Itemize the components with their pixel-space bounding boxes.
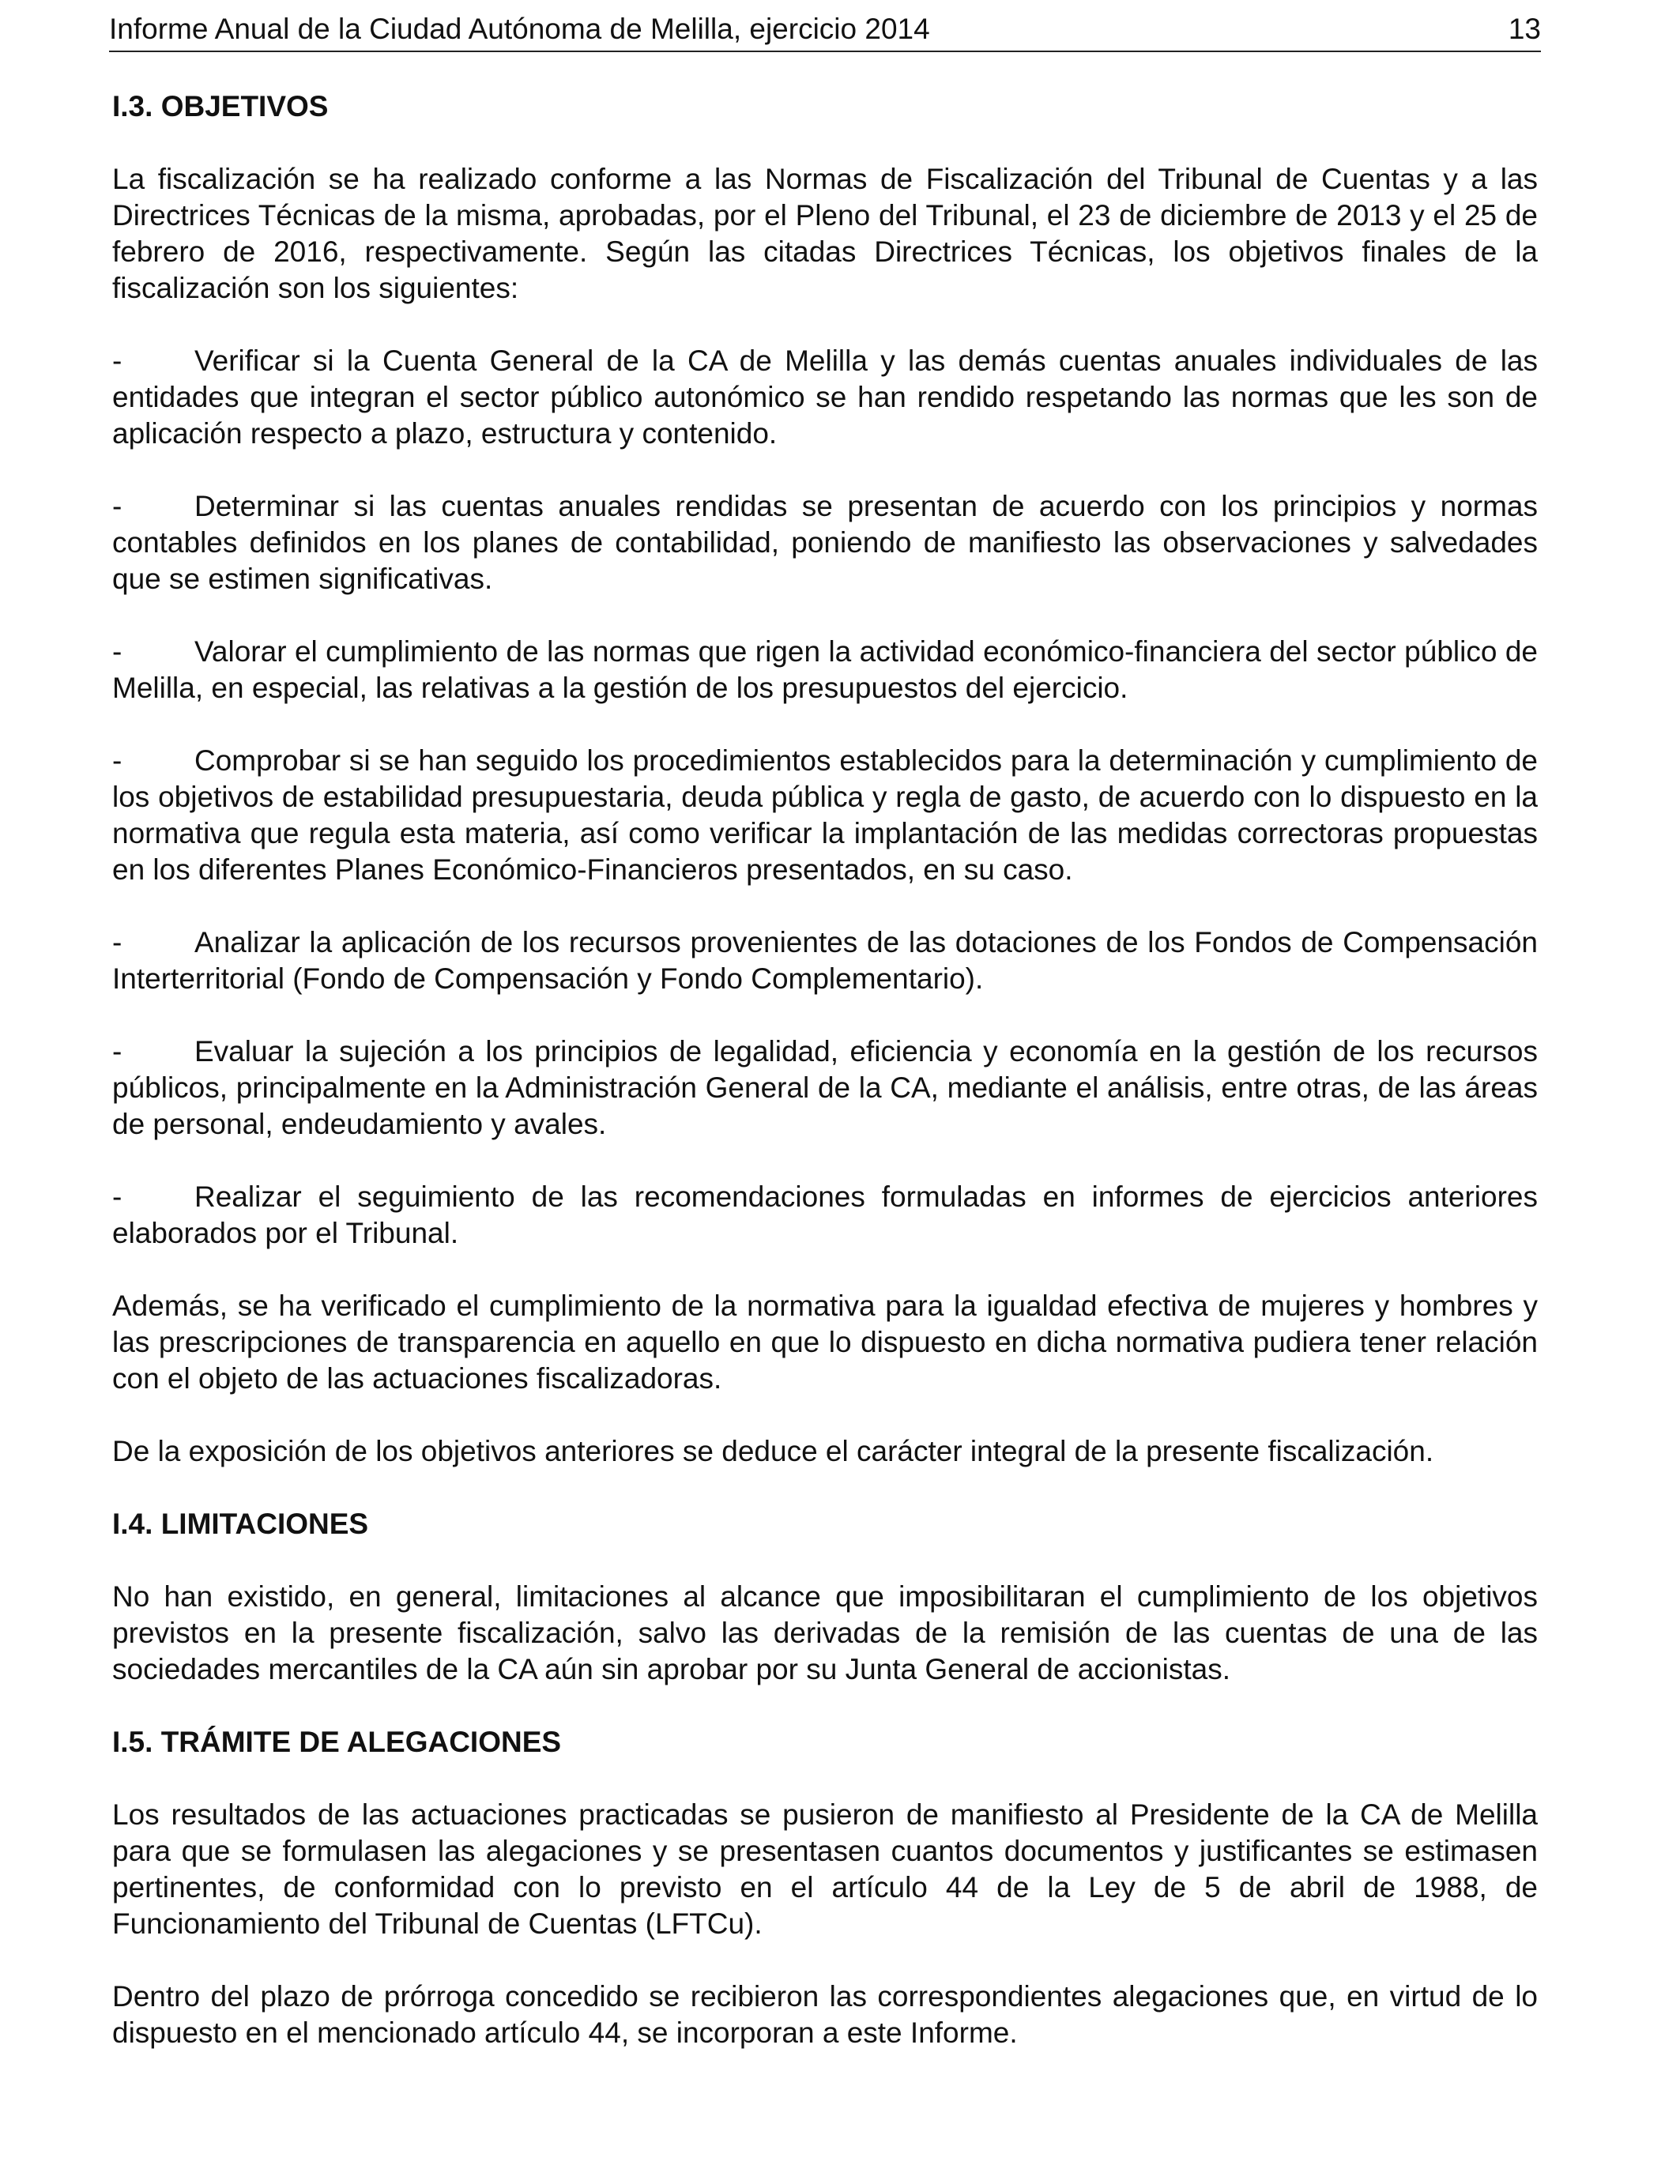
heading-objetivos: I.3. OBJETIVOS — [112, 90, 329, 122]
bullet-dash: - — [112, 926, 122, 958]
paragraph-alegaciones-2: Dentro del plazo de prórroga concedido se recibieron las correspondientes alegaciones que, en virtud de lo dispuesto en el mencionado artículo 44, se incorporan a este Informe. — [112, 1980, 1538, 2049]
heading-limitaciones: I.4. LIMITACIONES — [112, 1508, 369, 1540]
paragraph-alegaciones-1: Los resultados de las actuaciones practicadas se pusieron de manifiesto al Presidente de la CA de Melilla para que se formulasen las alegaciones y se presentasen cuantos documentos y justificantes se estimasen pertinentes, de conformidad con lo previsto en el artículo 44 de la Ley de 5 de abril de 1988, de Funcionamiento del Tribunal de Cuentas (LFTCu). — [112, 1798, 1538, 1940]
bullet-dash: - — [112, 635, 122, 668]
bullet-dash: - — [112, 1035, 122, 1068]
bullet-dash: - — [112, 490, 122, 522]
bullet-dash: - — [112, 345, 122, 377]
objetivo-bullet-4: - Comprobar si se han seguido los procedimientos establecidos para la determinación y cumplimiento de los objetivos de estabilidad presupuestaria, deuda pública y regla de gasto, de acuerdo con lo dispuesto en la normativa que regula esta materia, así como verificar la implantación de las medidas correctoras propuestas en los diferentes Planes Económico-Financieros presentados, en su caso. — [112, 744, 1538, 886]
objetivo-bullet-1: - Verificar si la Cuenta General de la CA de Melilla y las demás cuentas anuales individuales de las entidades que integran el sector público autonómico se han rendido respetando las normas que les son de aplicación respecto a plazo, estructura y contenido. — [112, 345, 1538, 450]
objetivo-bullet-5: - Analizar la aplicación de los recursos provenientes de las dotaciones de los Fondos de Compensación Interterritorial (Fondo de Compensación y Fondo Complementario). — [112, 926, 1538, 995]
paragraph-ademas: Además, se ha verificado el cumplimiento de la normativa para la igualdad efectiva de mujeres y hombres y las prescripciones de transparencia en aquello en que lo dispuesto en dicha normativa pudiera tener relación con el objeto de las actuaciones fiscalizadoras. — [112, 1290, 1538, 1395]
heading-alegaciones: I.5. TRÁMITE DE ALEGACIONES — [112, 1726, 562, 1758]
objetivo-bullet-7: - Realizar el seguimiento de las recomendaciones formuladas en informes de ejercicios anteriores elaborados por el Tribunal. — [112, 1180, 1538, 1249]
paragraph-limitaciones: No han existido, en general, limitaciones al alcance que imposibilitaran el cumplimiento de los objetivos previstos en la presente fiscalización, salvo las derivadas de la remisión de las cuentas de una de las sociedades mercantiles de la CA aún sin aprobar por su Junta General de accionistas. — [112, 1580, 1538, 1685]
objetivo-bullet-6: - Evaluar la sujeción a los principios de legalidad, eficiencia y economía en la gestión de los recursos públicos, principalmente en la Administración General de la CA, mediante el análisis, entre otras, de las áreas de personal, endeudamiento y avales. — [112, 1035, 1538, 1140]
bullet-dash: - — [112, 744, 122, 777]
objetivo-bullet-3: - Valorar el cumplimiento de las normas que rigen la actividad económico-financiera del sector público de Melilla, en especial, las relativas a la gestión de los presupuestos del ejercicio. — [112, 635, 1538, 704]
objetivo-bullet-2: - Determinar si las cuentas anuales rendidas se presentan de acuerdo con los principios y normas contables definidos en los planes de contabilidad, poniendo de manifiesto las observaciones y salvedades que se estimen significativas. — [112, 490, 1538, 595]
page-header — [109, 8, 1541, 52]
document-body — [112, 88, 1538, 2051]
objetivos-intro: La fiscalización se ha realizado conforme a las Normas de Fiscalización del Tribunal de Cuentas y a las Directrices Técnicas de la misma, aprobadas, por el Pleno del Tribunal, el 23 de diciembre de 2013 y el 25 de febrero de 2016, respectivamente. Según las citadas Directrices Técnicas, los objetivos finales de la fiscalización son los siguientes: — [112, 163, 1538, 304]
header-title: Informe Anual de la Ciudad Autónoma de Melilla, ejercicio 2014 — [109, 13, 930, 45]
bullet-dash: - — [112, 1180, 122, 1213]
page-number: 13 — [1508, 13, 1541, 45]
paragraph-exposicion: De la exposición de los objetivos anteriores se deduce el carácter integral de la presente fiscalización. — [112, 1435, 1434, 1467]
